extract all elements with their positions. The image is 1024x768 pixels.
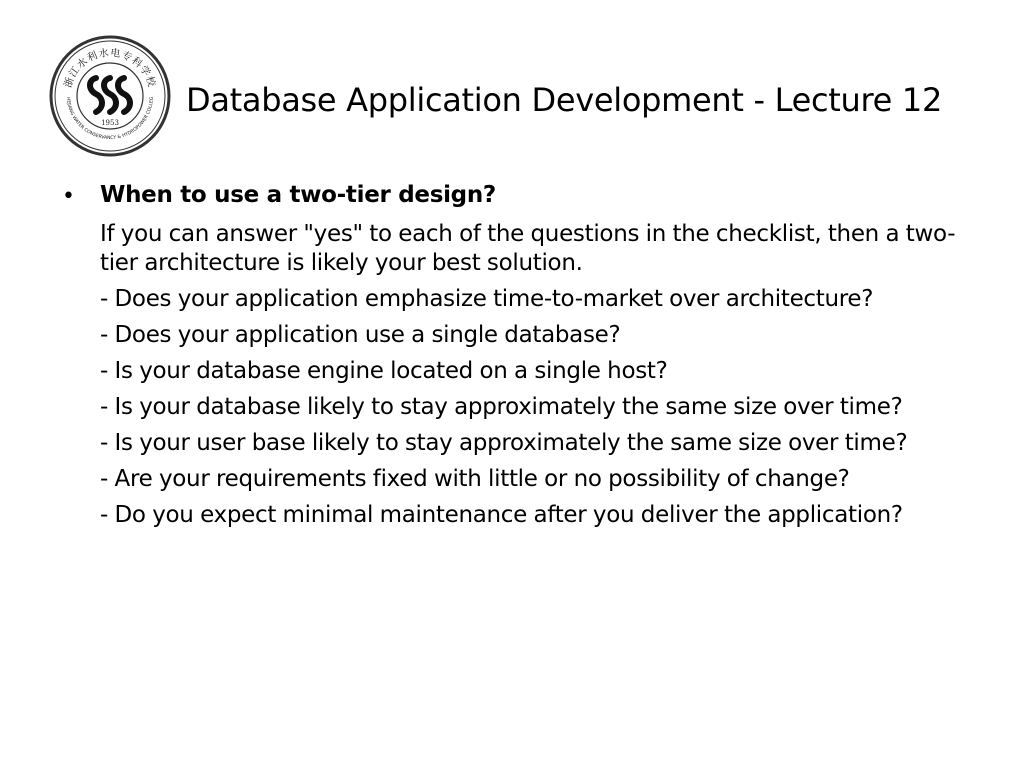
checklist-item-single-database: - Does your application use a single database? [100, 322, 621, 348]
checklist-item-user-base-size: - Is your user base likely to stay approximately the same size over time? [100, 430, 908, 456]
svg-text:浙江水利水电专科学校 [61, 46, 159, 89]
checklist-item-fixed-requirements: - Are your requirements fixed with little or no possibility of change? [100, 466, 850, 492]
bullet-heading: When to use a two-tier design? [100, 182, 496, 208]
intro-paragraph: If you can answer "yes" to each of the questions in the checklist, then a two-tier architecture is likely your best solution. [100, 221, 956, 276]
slide-content [62, 180, 982, 530]
logo-wave-mark [90, 78, 130, 112]
bullet-item [62, 180, 982, 210]
checklist-item-database-size: - Is your database likely to stay approximately the same size over time? [100, 394, 903, 420]
checklist-item-minimal-maintenance: - Do you expect minimal maintenance after you deliver the application? [100, 502, 903, 528]
college-seal-logo-icon [48, 34, 172, 158]
checklist-item-time-to-market: - Does your application emphasize time-to-market over architecture? [100, 286, 874, 312]
slide-title: Database Application Development - Lecture 12 [186, 81, 943, 119]
logo-year: 1953 [101, 119, 119, 127]
bullet-dot-icon: • [62, 184, 75, 209]
checklist-item-single-host: - Is your database engine located on a single host? [100, 358, 668, 384]
logo-bottom-text: HEJIANG WATER CONSERVANCY & HYDROPOWER COLLEG [64, 96, 156, 142]
logo-top-text: 浙江水利水电专科学校 [62, 47, 158, 90]
